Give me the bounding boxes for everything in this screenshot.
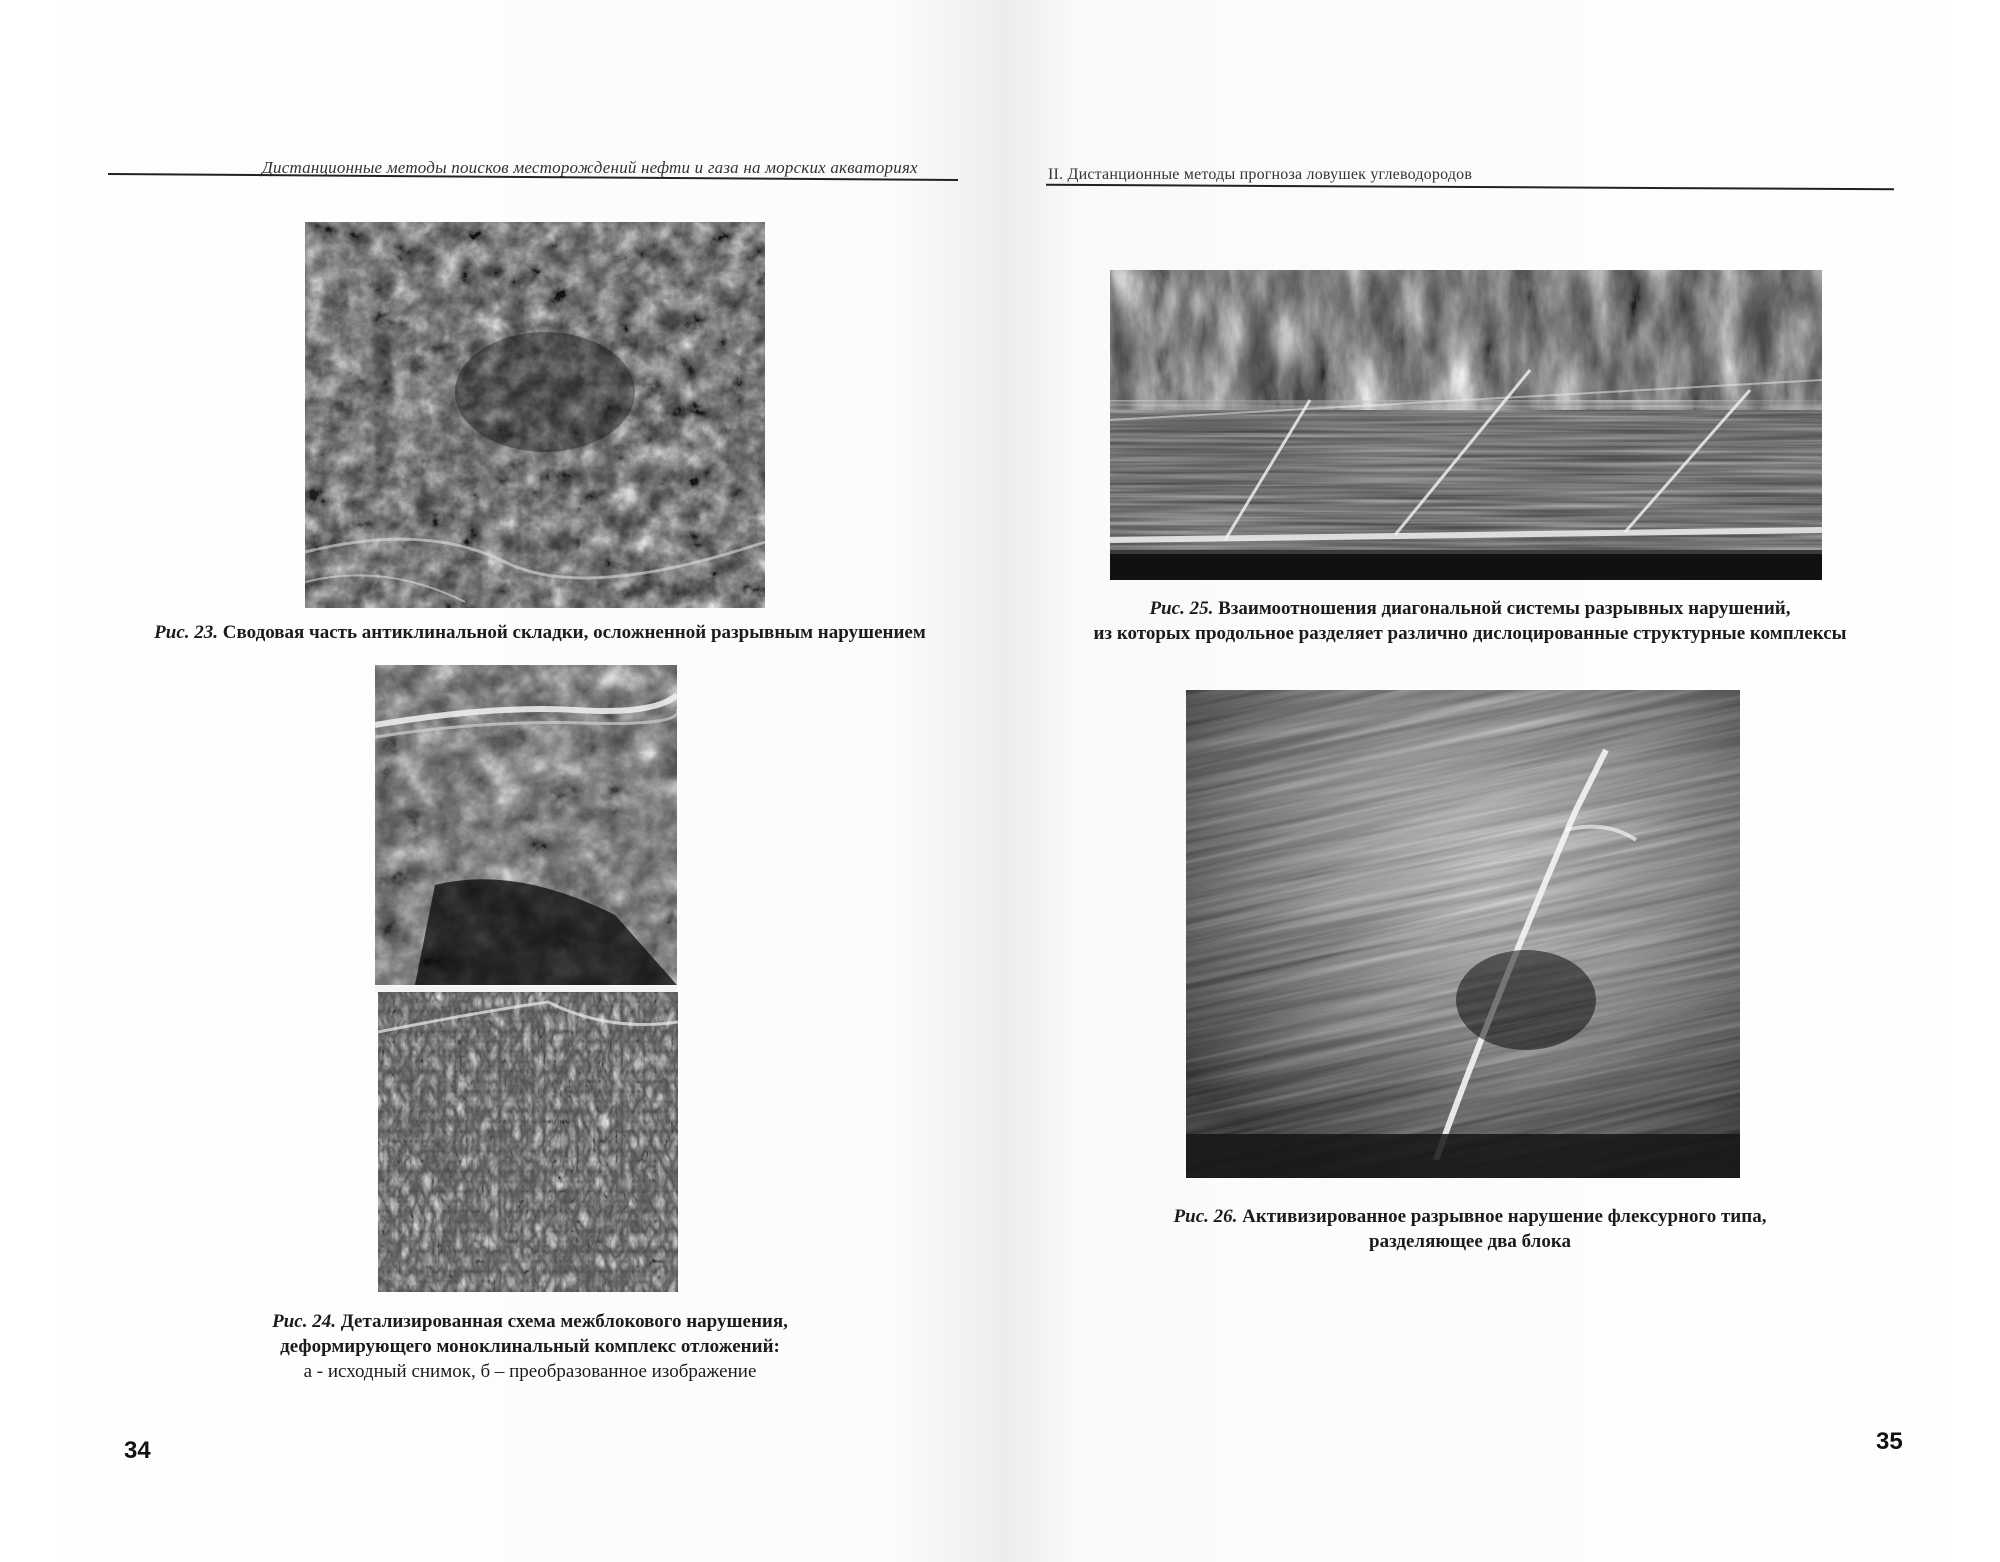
figure-24a-image [375, 665, 677, 985]
figure-25-number: Рис. 25. [1149, 598, 1214, 619]
figure-26-line1: Активизированное разрывное нарушение флексурного типа, [1242, 1206, 1767, 1227]
figure-25-line2: из которых продольное разделяет различно дислоцированные структурные комплексы [1093, 623, 1847, 644]
right-page [1000, 0, 2000, 1562]
figure-26-caption [1120, 1204, 1820, 1254]
figure-24-line3: а - исходный снимок, б – преобразованное изображение [303, 1361, 757, 1382]
figure-24-line2: деформирующего моноклинальный комплекс отложений: [280, 1336, 780, 1357]
figure-23-number: Рис. 23. [154, 622, 219, 643]
figure-25-image [1110, 270, 1822, 580]
figure-23-caption [100, 620, 980, 645]
right-running-head: II. Дистанционные методы прогноза ловушек углеводородов [1048, 166, 1473, 183]
right-header-rule [1046, 184, 1894, 190]
figure-26-line2: разделяющее два блока [1369, 1231, 1571, 1252]
figure-26-image [1186, 690, 1740, 1178]
left-page-number: 34 [124, 1437, 151, 1464]
right-page-number: 35 [1876, 1428, 1903, 1455]
figure-24-number: Рис. 24. [272, 1311, 336, 1332]
figure-26-number: Рис. 26. [1173, 1206, 1238, 1227]
figure-25-line1: Взаимоотношения диагональной системы разрывных нарушений, [1218, 598, 1791, 619]
figure-24b-image [378, 992, 678, 1292]
figure-23-image [305, 222, 765, 608]
figure-24-caption [170, 1309, 890, 1384]
figure-25-caption [1040, 596, 1900, 646]
figure-23-text: Сводовая часть антиклинальной складки, осложненной разрывным нарушением [222, 622, 926, 643]
left-running-head: Дистанционные методы поисков месторождений нефти и газа на морских акваториях [262, 158, 918, 177]
figure-24-line1: Детализированная схема межблокового нарушения, [340, 1311, 788, 1332]
